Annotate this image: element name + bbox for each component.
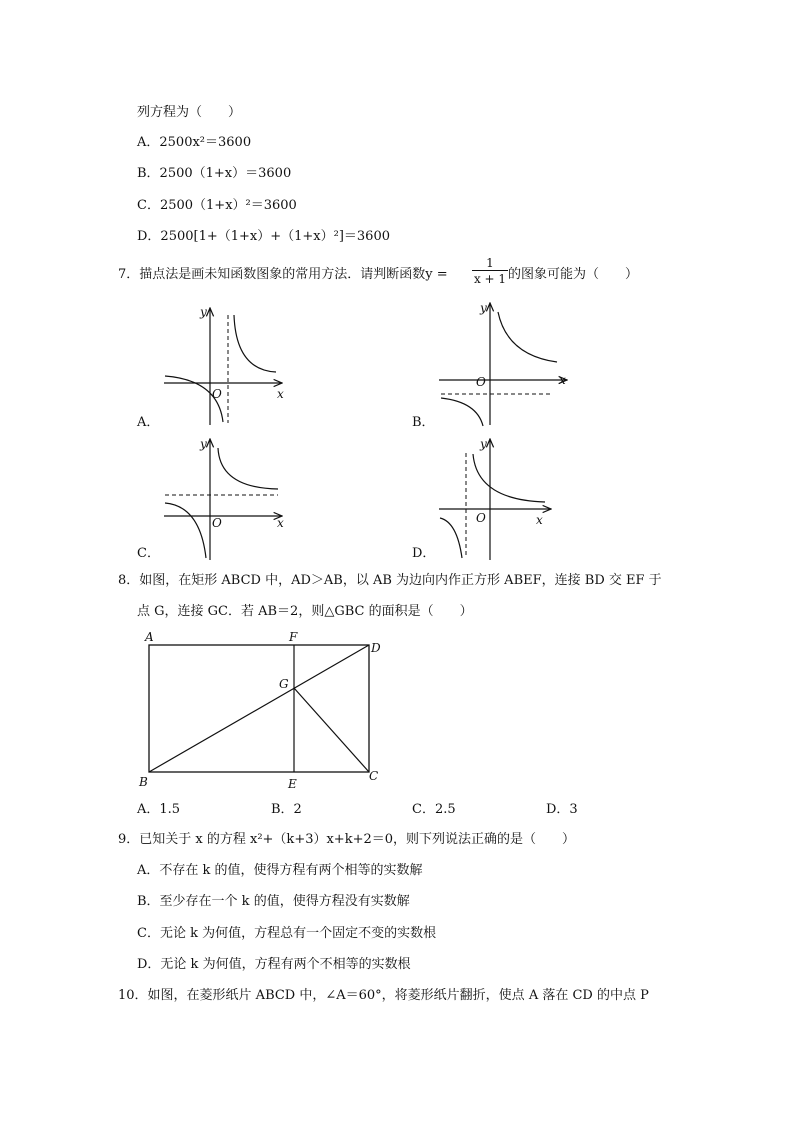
q6-tail: 列方程为（ ） <box>137 105 242 120</box>
q7-graph-d <box>435 436 565 562</box>
q7-label-b: B． <box>412 415 435 430</box>
label-e: E <box>288 777 297 791</box>
q9-option-a: A．不存在 k 的值，使得方程有两个相等的实数解 <box>137 863 423 878</box>
q7-label-d: D． <box>412 546 436 561</box>
q8-option-d: D．3 <box>546 802 578 817</box>
label-d: D <box>371 641 381 655</box>
q8-option-b: B．2 <box>271 802 302 817</box>
q6-option-d: D．2500[1+（1+x）+（1+x）²]＝3600 <box>137 229 390 244</box>
q7-graph-a <box>160 300 290 430</box>
curve-branch <box>165 503 206 558</box>
curve-branch <box>473 454 545 502</box>
y-label: y <box>480 301 487 315</box>
q7-label-a: A． <box>137 415 160 430</box>
q8-stem-line1: 8．如图，在矩形 ABCD 中，AD＞AB，以 AB 为边向内作正方形 ABEF，连接 BD 交 EF 于 <box>118 573 662 588</box>
q7-graph-b <box>435 300 575 430</box>
q6-option-a: A．2500x²＝3600 <box>137 135 252 150</box>
origin-label: O <box>212 516 222 530</box>
x-label: x <box>536 513 543 527</box>
q7-label-c: C． <box>137 546 160 561</box>
label-b: B <box>139 775 148 789</box>
curve-branch <box>440 518 462 558</box>
q8-option-c: C．2.5 <box>412 802 456 817</box>
y-label: y <box>480 437 487 451</box>
y-label: y <box>200 305 207 319</box>
q7-stem: 7．描点法是画未知函数图象的常用方法．请判断函数y = <box>118 267 448 282</box>
label-f: F <box>289 630 298 644</box>
origin-label: O <box>476 375 486 389</box>
q6-option-b: B．2500（1+x）＝3600 <box>137 166 292 181</box>
origin-label: O <box>476 511 486 525</box>
x-label: x <box>277 516 284 530</box>
q8-stem-line2: 点 G，连接 GC．若 AB＝2，则△GBC 的面积是（ ） <box>137 604 473 619</box>
label-c: C <box>369 769 379 783</box>
curve-branch <box>234 315 276 372</box>
q7-frac-numerator: 1 <box>486 256 494 270</box>
curve-branch <box>218 448 278 489</box>
q9-stem: 9．已知关于 x 的方程 x²+（k+3）x+k+2＝0，则下列说法正确的是（ ） <box>118 832 576 847</box>
q7-stem-tail: 的图象可能为（ ） <box>508 267 639 282</box>
x-label: x <box>277 387 284 401</box>
q10-stem: 10．如图，在菱形纸片 ABCD 中，∠A＝60°，将菱形纸片翻折，使点 A 落在 CD 的中点 P <box>118 988 649 1003</box>
q9-option-c: C．无论 k 为何值，方程总有一个固定不变的实数根 <box>137 926 437 941</box>
x-label: x <box>559 373 566 387</box>
curve-branch <box>498 312 557 362</box>
origin-label: O <box>212 387 222 401</box>
q7-graph-c <box>160 436 290 562</box>
q7-frac-denominator: x + 1 <box>473 272 507 286</box>
q6-option-c: C．2500（1+x）²＝3600 <box>137 198 297 213</box>
curve-branch <box>441 398 483 426</box>
y-label: y <box>200 437 207 451</box>
q7-fraction <box>472 256 508 287</box>
segment-gc <box>294 688 369 772</box>
q9-option-b: B．至少存在一个 k 的值，使得方程没有实数解 <box>137 894 410 909</box>
label-a: A <box>145 630 154 644</box>
label-g: G <box>279 677 289 691</box>
q8-figure <box>135 628 395 798</box>
q9-option-d: D．无论 k 为何值，方程有两个不相等的实数根 <box>137 957 411 972</box>
segment-bd <box>149 645 369 772</box>
q8-option-a: A．1.5 <box>137 802 181 817</box>
